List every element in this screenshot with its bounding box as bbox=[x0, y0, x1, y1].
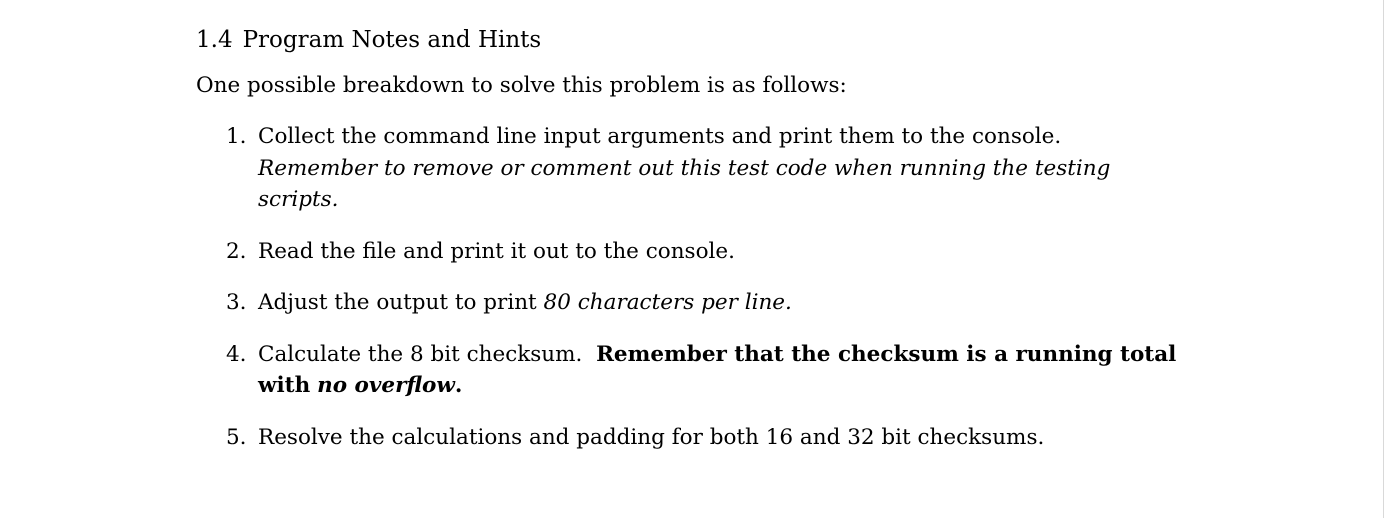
list-item bbox=[196, 236, 1196, 268]
list-item-text bbox=[258, 339, 1188, 402]
step-text: Resolve the calculations and padding for both 16 and 32 bit checksums. bbox=[258, 424, 1045, 450]
step-bold-italic-note: no overflow bbox=[317, 373, 455, 398]
step-end-punctuation: . bbox=[454, 373, 463, 398]
page-right-edge bbox=[1383, 0, 1384, 518]
list-item bbox=[196, 339, 1196, 402]
list-item-text bbox=[258, 287, 1188, 319]
list-item bbox=[196, 121, 1196, 216]
list-item-text bbox=[258, 121, 1188, 216]
section-heading bbox=[196, 24, 1196, 56]
step-text: Read the file and print it out to the console. bbox=[258, 238, 735, 264]
steps-list bbox=[196, 121, 1196, 453]
list-marker: 4. bbox=[226, 341, 247, 367]
list-item bbox=[196, 287, 1196, 319]
section-title: Program Notes and Hints bbox=[242, 27, 542, 53]
list-marker: 2. bbox=[226, 238, 247, 264]
step-text: Adjust the output to print bbox=[258, 290, 537, 315]
list-marker: 1. bbox=[226, 124, 247, 149]
section-number: 1.4 bbox=[196, 27, 233, 53]
step-italic-note: 80 characters per line. bbox=[543, 290, 792, 315]
list-marker: 3. bbox=[226, 290, 247, 315]
step-italic-note: Remember to remove or comment out this test code when running the testing scripts. bbox=[258, 155, 1111, 212]
document-section bbox=[196, 24, 1196, 473]
step-text: Collect the command line input arguments and print them to the console. bbox=[258, 124, 1062, 149]
step-bold-note: Remember that the checksum is a running total with bbox=[258, 341, 1177, 398]
list-item bbox=[196, 422, 1196, 454]
list-item-text bbox=[258, 236, 1188, 268]
list-item-text bbox=[258, 422, 1188, 454]
step-text: Calculate the 8 bit checksum. bbox=[258, 341, 583, 367]
intro-paragraph: One possible breakdown to solve this problem is as follows: bbox=[196, 73, 847, 98]
list-marker: 5. bbox=[226, 424, 247, 450]
